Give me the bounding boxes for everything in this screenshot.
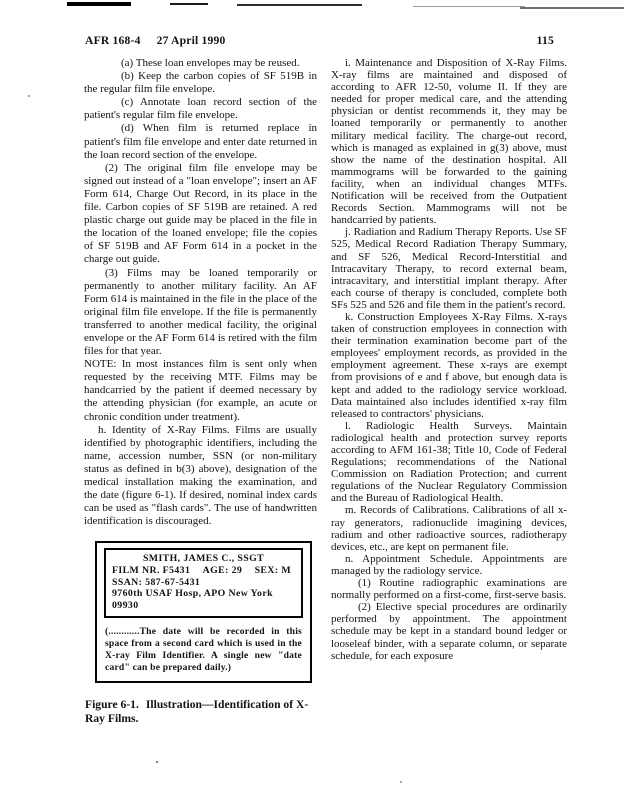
scan-artifact [237, 4, 362, 6]
paragraph: (1) Routine radiographic examinations are normally performed on a first-come, first-serve basis. [331, 577, 567, 602]
figure-caption-label: Figure 6-1. [85, 697, 139, 711]
figure-note: (............The date will be recorded in this space from a second card which is used in the X-ray Film Identifier. A single new "date card" can be prepared daily.) [105, 626, 302, 673]
figure-caption [85, 698, 317, 727]
header-left [85, 34, 226, 47]
patient-age: AGE: 29 [202, 564, 243, 576]
scan-speck [28, 95, 30, 97]
patient-ssan: SSAN: 587-67-5431 [112, 576, 201, 588]
figure-caption-text: Illustration—Identification of X-Ray Films. [85, 697, 309, 726]
scan-artifact [170, 3, 208, 5]
paragraph: k. Construction Employees X-Ray Films. X-rays taken of construction employees in connection with their termination examination become part of the employees' employment records, as provided in the employment agreement. These x-rays are exempt from provisions of e and f above, but enough data is kept and added to the radiology service workload. Data maintained also includes identified x-ray film released to contractors' physicians. [331, 310, 567, 420]
paragraph: (2) The original film file envelope may be signed out instead of a "loan envelope"; insert an AF Form 614, Charge Out Record, in its place in the file. Carbon copies of SF 519B are retained. A red plastic charge out guide may be placed in the file in the location of the loaned envelope; file the copies of SF 519B and AF Form 614 in a pocket in the charge out guide. [84, 161, 317, 266]
scan-artifact [520, 7, 624, 9]
paragraph: j. Radiation and Radium Therapy Reports. Use SF 525, Medical Record Radiation Therapy Summary, and SF 526, Medical Record-Interstitial and Intracavitary Therapy, to record external beam, intracavitary, and interstitial implant therapy. After each course of therapy is concluded, complete both SFs 525 and 526 and file them in the patient's record. [331, 226, 567, 311]
paragraph: (b) Keep the carbon copies of SF 519B in the regular film file envelope. [84, 70, 317, 96]
paragraph: (d) When film is returned replace in patient's film file envelope and enter date returned in the loan record section of the envelope. [84, 122, 317, 161]
regulation-date: 27 April 1990 [156, 34, 226, 47]
xray-id-card [104, 548, 303, 618]
paragraph: m. Records of Calibrations. Calibrations of all x-ray generators, radionuclide imagining devices, radium and other radioactive sources, radiotherapy devices, etc., are kept on permanent file. [331, 504, 567, 553]
regulation-number: AFR 168-4 [85, 34, 141, 47]
film-number: FILM NR. F5431 [112, 564, 191, 576]
scan-speck [156, 761, 158, 763]
scan-artifact [67, 2, 131, 6]
scan-speck [400, 781, 402, 783]
scan-artifact [413, 6, 525, 7]
paragraph: h. Identity of X-Ray Films. Films are usually identified by photographic identifiers, including the name, accession number, SSN (or non-military status as defined in b(3) above), designation of the medical installation making the examination, and the date (figure 6-1). If desired, nominal index cards can be used as "flash cards". The use of handwritten identification is discouraged. [84, 423, 317, 528]
left-column [84, 57, 317, 727]
right-column [331, 57, 567, 662]
paragraph: (c) Annotate loan record section of the patient's regular film file envelope. [84, 96, 317, 122]
paragraph: (2) Elective special procedures are ordinarily performed by appointment. The appointment schedule may be kept in a standard bound ledger or looseleaf binder, with a separate column, or separate schedule, for each exposure [331, 601, 567, 662]
patient-name: SMITH, JAMES C., SSGT [142, 553, 265, 565]
paragraph: l. Radiologic Health Surveys. Maintain radiological health and protection survey reports according to AFM 161-38; Title 10, Code of Federal Regulations; recommendations of the National Commission on Radiation Protection; and current regulations of the Nuclear Regulatory Commission and the Bureau of Radiological Health. [331, 419, 567, 505]
paragraph: n. Appointment Schedule. Appointments are managed by the radiology service. [331, 552, 567, 577]
figure-illustration [95, 541, 312, 682]
patient-sex: SEX: M [254, 564, 291, 576]
hospital-line: 9760th USAF Hosp, APO New York 09930 [112, 588, 273, 611]
paragraph: i. Maintenance and Disposition of X-Ray Films. X-ray films are maintained and disposed of according to AFR 12-50, volume II. If they are needed for proper medical care, and the attending physician or dentist recommends it, they may be loaned temporarily or permanently to another military medical facility. The charge-out record, which is managed as explained in g(3) above, must show the name of the destination hospital. All mammograms will be forwarded to the gaining facility, when an individual changes MTFs. Notification will be received from the Outpatient Records Section. Mammograms will not be handcarried by patients. [331, 57, 567, 227]
id-card-row [112, 565, 295, 577]
page-header [85, 34, 554, 47]
note-paragraph: NOTE: In most instances film is sent only when requested by the receiving MTF. Films may be handcarried by the patient if deemed necessary by the attending physician (for example, an acute or chronic condition under treatment). [84, 358, 317, 423]
page-number: 115 [536, 34, 554, 47]
paragraph: (3) Films may be loaned temporarily or permanently to another military facility. An AF Form 614 is maintained in the file in the place of the original film file envelope. If the file is permanently transferred to another medical facility, the original envelope or the AF Form 614 is retired with the film files for that year. [84, 266, 317, 358]
paragraph: (a) These loan envelopes may be reused. [121, 57, 300, 69]
